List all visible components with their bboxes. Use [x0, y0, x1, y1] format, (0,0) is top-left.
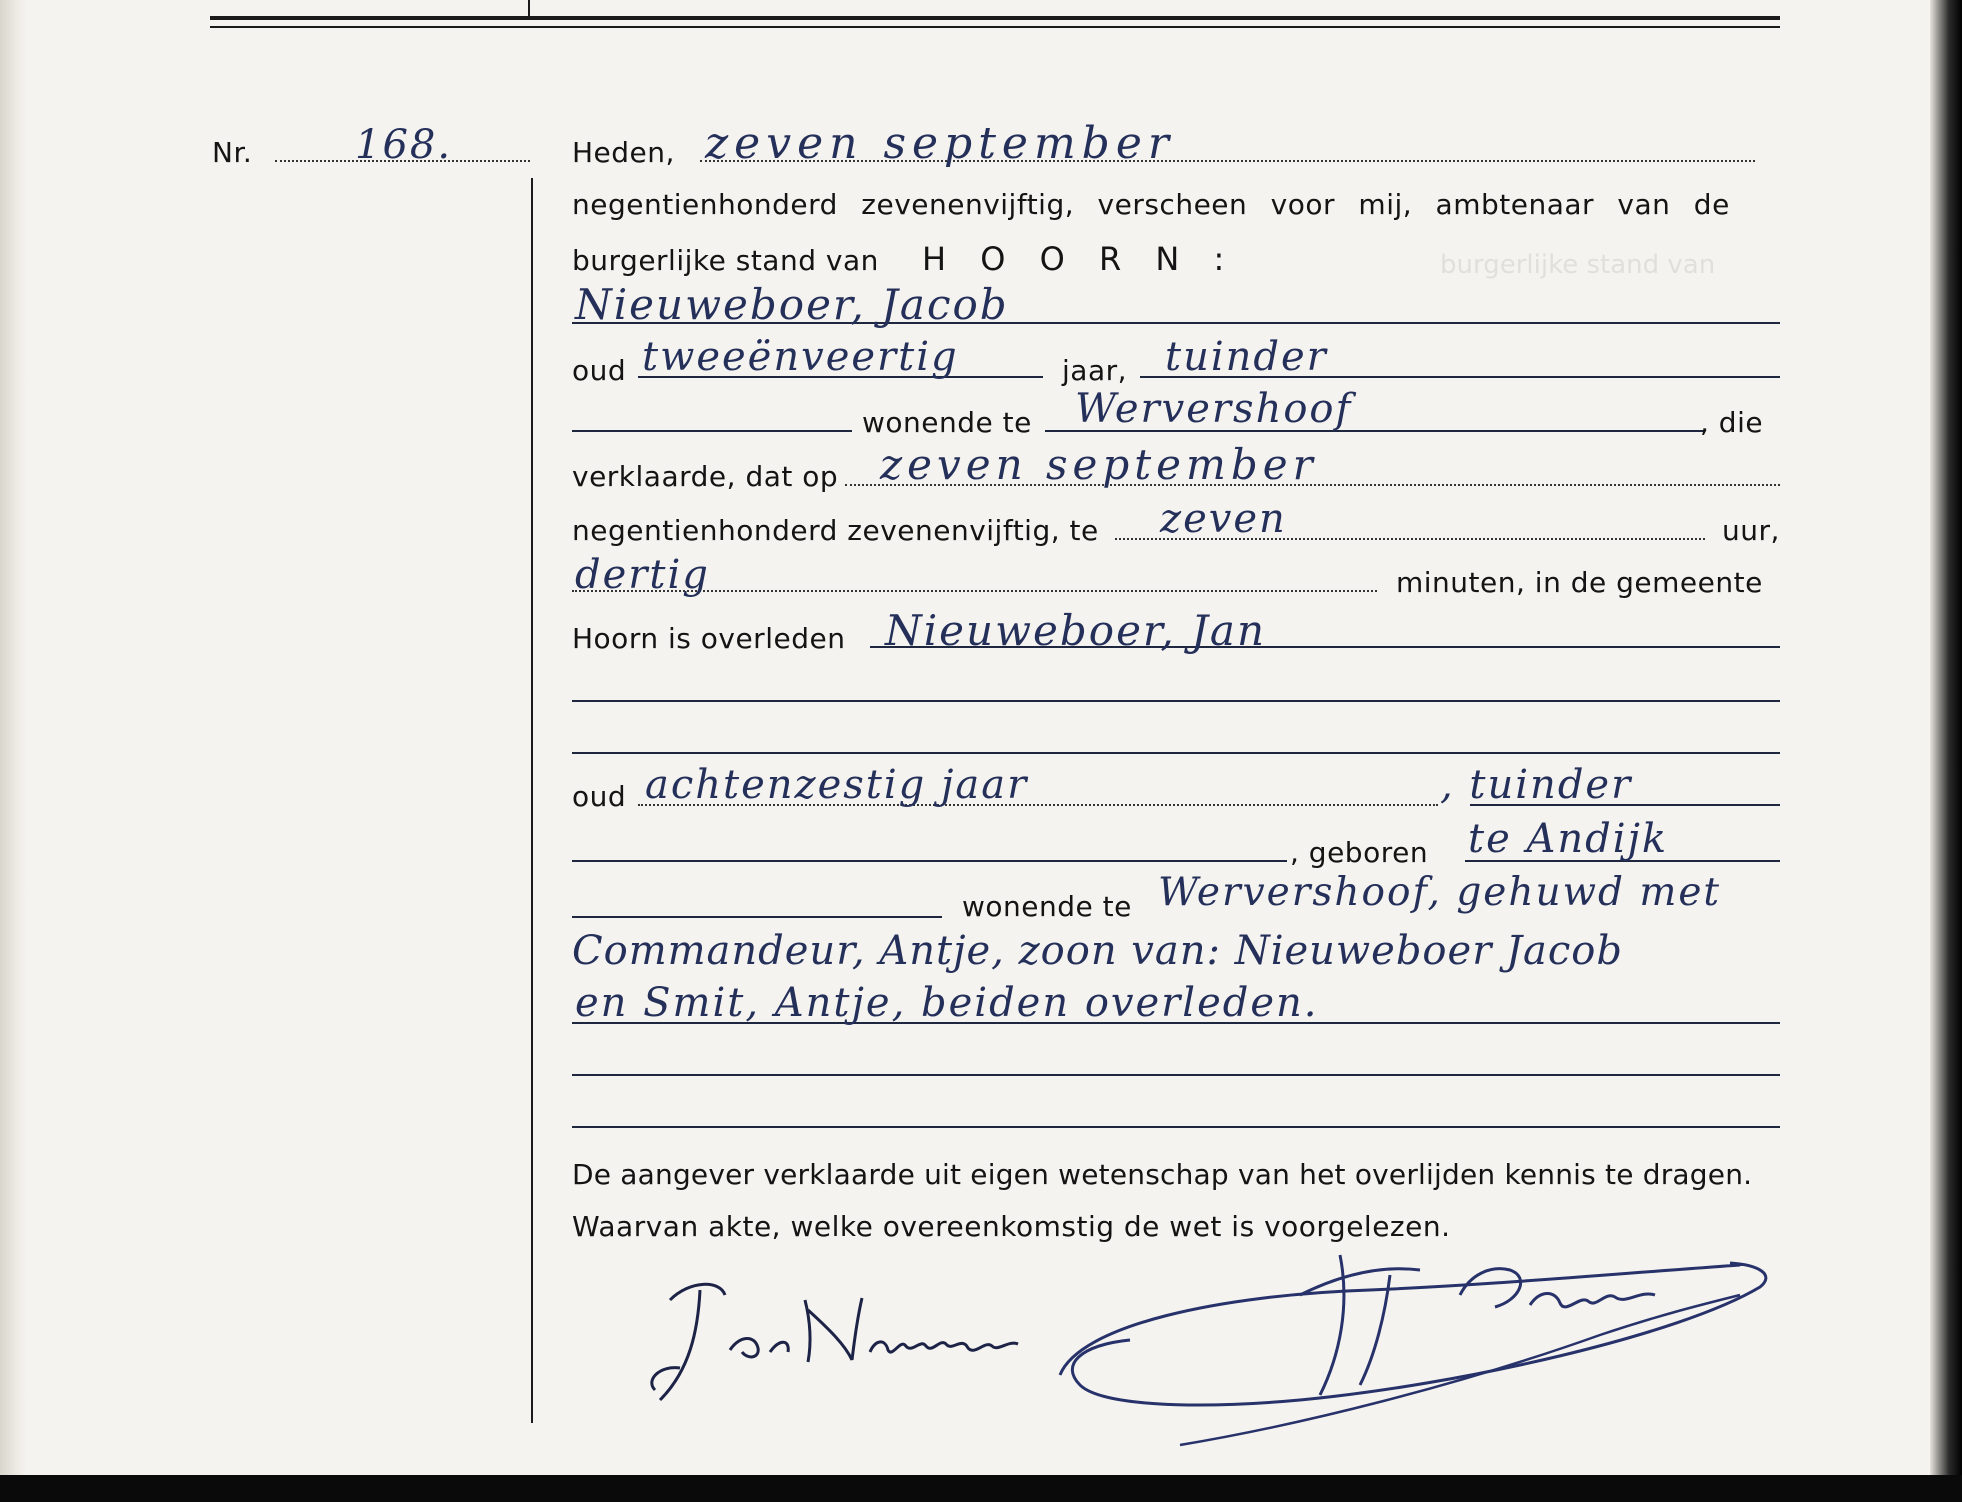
- geboren-label: , geboren: [1290, 836, 1429, 869]
- page-binding: [0, 0, 26, 1475]
- blank-line-3: [572, 1074, 1780, 1076]
- deceased-name: Nieuweboer, Jan: [885, 606, 1267, 655]
- verklaarde-label: verklaarde, dat op: [572, 460, 839, 493]
- line-year-appeared: negentienhonderd zevenenvijftig, verscheen voor mij, ambtenaar van de: [572, 188, 1730, 221]
- heden-date: zeven september: [705, 118, 1175, 169]
- record-number-value: 168.: [355, 122, 453, 168]
- page-edge-bottom: [0, 1475, 1962, 1502]
- oud-label: oud: [572, 354, 627, 387]
- blank-line-4: [572, 1126, 1780, 1128]
- column-divider: [531, 178, 533, 1423]
- death-minutes: dertig: [575, 552, 710, 598]
- deceased-occupation-line: [1470, 804, 1780, 806]
- oud-label-2: oud: [572, 780, 627, 813]
- residence-prefix-line-2: [572, 916, 942, 918]
- residence-prefix-line: [572, 430, 852, 432]
- municipality-name: H O O R N :: [922, 240, 1237, 278]
- top-tick: [528, 0, 530, 18]
- wonende-label: wonende te: [862, 406, 1032, 439]
- declarant-residence: Wervershoof: [1075, 386, 1353, 432]
- jaar-label: jaar,: [1062, 354, 1128, 387]
- declarant-occupation: tuinder: [1165, 334, 1328, 380]
- official-signature: [1040, 1235, 1780, 1465]
- civil-registry-label: burgerlijke stand van: [572, 244, 879, 277]
- bleed-through-line: burgerlijke stand van: [1440, 250, 1716, 280]
- deceased-residence: Wervershoof, gehuwd met: [1158, 870, 1722, 915]
- deceased-age: achtenzestig jaar: [645, 762, 1029, 808]
- death-hour: zeven: [1160, 496, 1287, 542]
- death-date: zeven september: [880, 440, 1318, 489]
- closing-knowledge-statement: De aangever verklaarde uit eigen wetenschap van het overlijden kennis te dragen.: [572, 1158, 1753, 1191]
- wonende-label-2: wonende te: [962, 890, 1132, 923]
- record-number-label: Nr.: [212, 136, 253, 169]
- declarant-signature: [630, 1240, 1050, 1410]
- mother-and-status: en Smit, Antje, beiden overleden.: [575, 980, 1319, 1026]
- blank-line-1: [572, 700, 1780, 702]
- declarant-age: tweeënveertig: [642, 334, 959, 380]
- year-te-label: negentienhonderd zevenenvijftig, te: [572, 514, 1099, 547]
- top-rule-thick: [210, 16, 1780, 20]
- hoorn-overleden-label: Hoorn is overleden: [572, 622, 846, 655]
- closing-deed-statement: Waarvan akte, welke overeenkomstig de wet is voorgelezen.: [572, 1210, 1451, 1243]
- deceased-occupation: , tuinder: [1440, 762, 1633, 808]
- birthplace: te Andijk: [1468, 816, 1669, 862]
- minuten-label: minuten, in de gemeente: [1396, 566, 1763, 599]
- blank-line-2: [572, 752, 1780, 754]
- declarant-name: Nieuweboer, Jacob: [575, 280, 1009, 329]
- page-edge-right: [1930, 0, 1962, 1502]
- spouse-and-father: Commandeur, Antje, zoon van: Nieuweboer Jacob: [572, 928, 1623, 974]
- top-rule-thin: [210, 26, 1780, 28]
- die-label: , die: [1700, 406, 1764, 439]
- uur-label: uur,: [1722, 514, 1780, 547]
- birth-prefix-line: [572, 860, 1287, 862]
- heden-label: Heden,: [572, 136, 675, 169]
